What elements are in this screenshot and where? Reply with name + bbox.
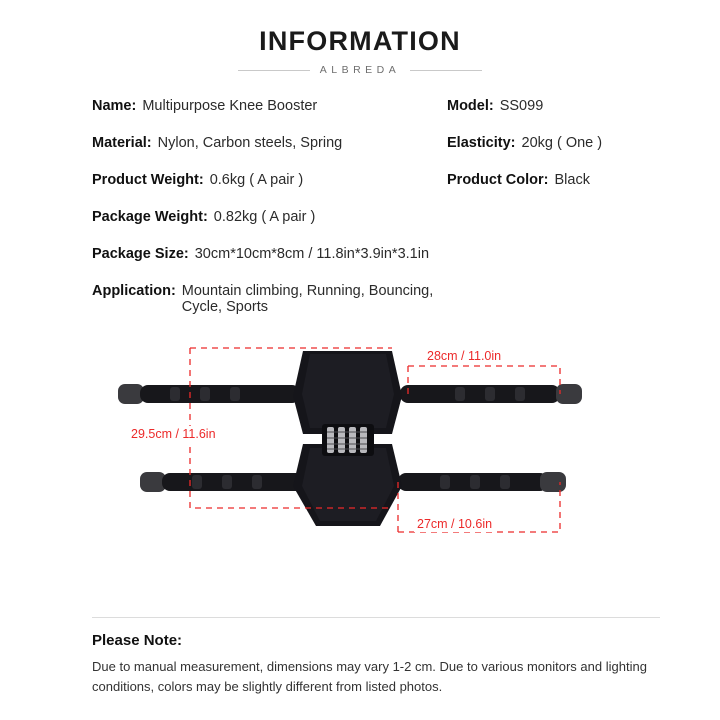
- spec-value: Nylon, Carbon steels, Spring: [157, 135, 343, 151]
- please-note-section: [92, 617, 660, 696]
- note-text: Due to manual measurement, dimensions may vary 1-2 cm. Due to various monitors and lighting conditions, colors may be slightly different from listed photos.: [92, 659, 647, 694]
- spec-label: Package Size:: [92, 246, 189, 262]
- divider-right: [410, 70, 482, 71]
- spec-package-size: [92, 246, 447, 262]
- spec-row: [92, 209, 660, 225]
- spec-row: [92, 98, 660, 114]
- note-divider: [92, 617, 660, 618]
- spec-value: 0.82kg ( A pair ): [213, 209, 316, 225]
- spec-label: Material:: [92, 135, 152, 151]
- spec-value: 30cm*10cm*8cm / 11.8in*3.9in*3.1in: [194, 246, 430, 262]
- spec-product-weight: [92, 172, 447, 188]
- spec-application: [92, 283, 447, 315]
- divider-left: [238, 70, 310, 71]
- spec-value: Multipurpose Knee Booster: [142, 98, 318, 114]
- spec-value: Mountain climbing, Running, Bouncing, Cycle, Sports: [181, 283, 434, 315]
- spec-label: Product Color:: [447, 172, 549, 188]
- spec-label: Model:: [447, 98, 494, 114]
- spec-row: [92, 246, 660, 262]
- specification-list: [0, 98, 720, 315]
- brand-name: ALBREDA: [319, 64, 401, 76]
- spec-value: Black: [554, 172, 590, 188]
- spec-package-weight: [92, 209, 447, 225]
- product-diagram: [0, 336, 720, 566]
- dimension-label-bottom: 27cm / 10.6in: [414, 516, 495, 532]
- spec-row: [92, 283, 660, 315]
- spec-name: [92, 98, 447, 114]
- spec-elasticity: [447, 135, 660, 151]
- dimension-label-top: 28cm / 11.0in: [424, 348, 504, 364]
- spec-value: SS099: [499, 98, 544, 114]
- spec-value: 0.6kg ( A pair ): [209, 172, 304, 188]
- page-title: INFORMATION: [259, 26, 461, 56]
- spec-value: 20kg ( One ): [521, 135, 603, 151]
- spec-model: [447, 98, 660, 114]
- page-header: [0, 0, 720, 76]
- spec-label: Application:: [92, 283, 176, 299]
- spec-material: [92, 135, 447, 151]
- spec-label: Product Weight:: [92, 172, 204, 188]
- spec-label: Elasticity:: [447, 135, 516, 151]
- brand-subtitle-row: [0, 64, 720, 76]
- spec-label: Name:: [92, 98, 137, 114]
- spec-row: [92, 135, 660, 151]
- note-title: Please Note:: [92, 632, 183, 649]
- spec-row: [92, 172, 660, 188]
- knee-booster-illustration: [0, 336, 720, 566]
- spec-product-color: [447, 172, 660, 188]
- spec-label: Package Weight:: [92, 209, 208, 225]
- dimension-label-left: 29.5cm / 11.6in: [128, 426, 219, 442]
